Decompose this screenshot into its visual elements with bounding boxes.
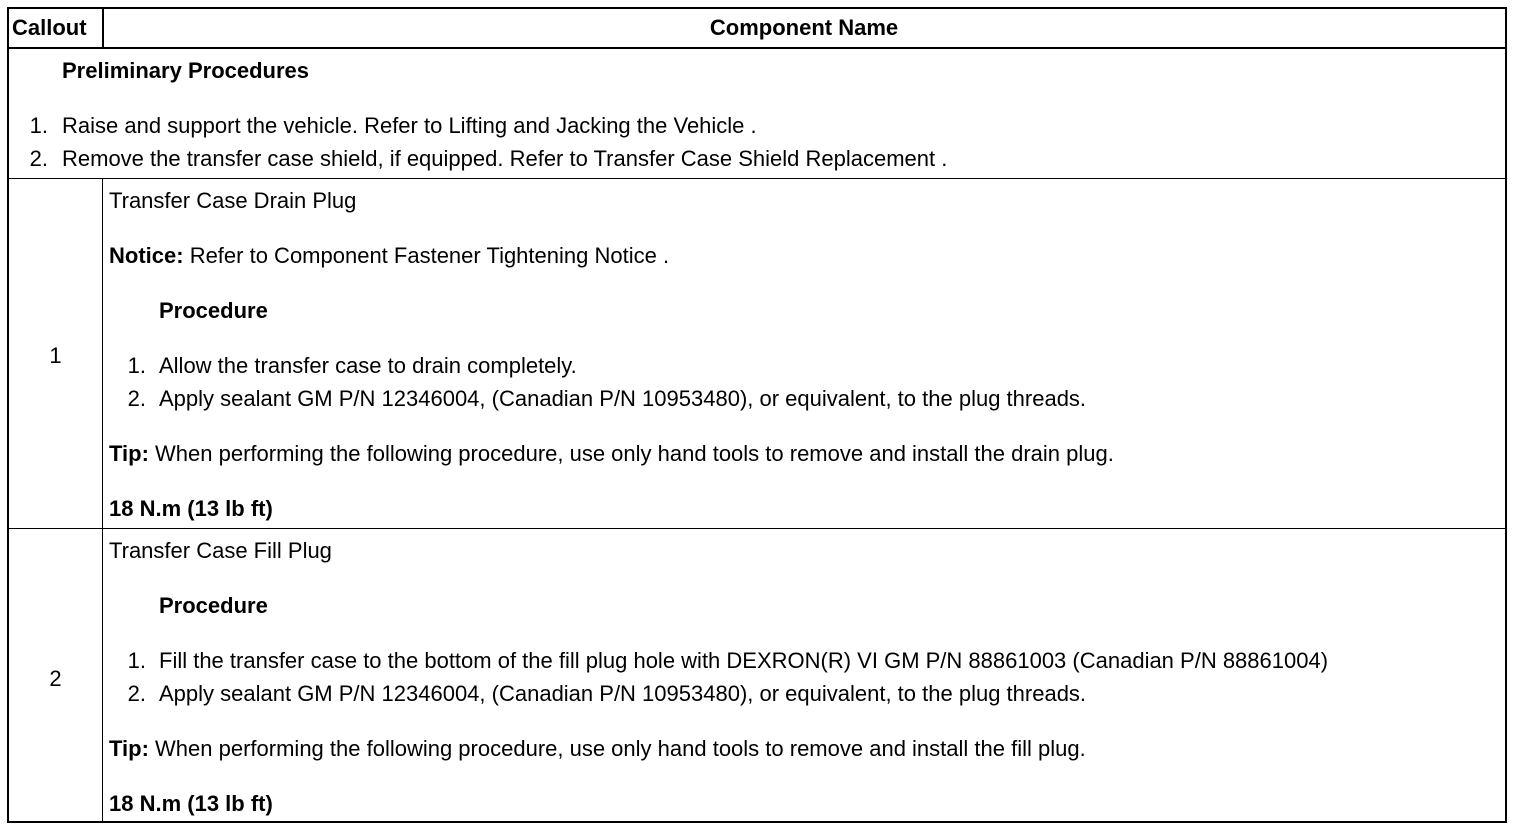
preliminary-step: Raise and support the vehicle. Refer to Lifting and Jacking the Vehicle . (62, 113, 757, 138)
tip-label: Tip: (109, 441, 149, 466)
procedure-step-number: 2. (127, 681, 146, 706)
callout-number: 1 (49, 343, 62, 368)
preliminary-step: Remove the transfer case shield, if equipped. Refer to Transfer Case Shield Replacement . (62, 146, 948, 171)
procedure-step-number: 1. (127, 353, 146, 378)
procedure-title: Procedure (159, 593, 268, 618)
notice-label: Notice: (109, 243, 184, 268)
header-divider (7, 47, 1507, 49)
tip-label: Tip: (109, 736, 149, 761)
procedure-step: Apply sealant GM P/N 12346004, (Canadian P/N 10953480), or equivalent, to the plug threads. (159, 681, 1087, 706)
callout-number: 2 (49, 666, 62, 691)
notice-text: Refer to Component Fastener Tightening Notice . (189, 243, 670, 268)
header-component-name: Component Name (709, 15, 899, 40)
row-divider-preliminary (7, 178, 1507, 179)
procedure-step: Fill the transfer case to the bottom of the fill plug hole with DEXRON(R) VI GM P/N 88861003 (Canadian P/N 88861004) (159, 648, 1329, 673)
procedure-step: Allow the transfer case to drain completely. (159, 353, 577, 378)
procedure-step-number: 2. (127, 386, 146, 411)
tip-text: When performing the following procedure, use only hand tools to remove and install the drain plug. (155, 441, 1114, 466)
torque-spec: 18 N.m (13 lb ft) (109, 496, 273, 521)
preliminary-step-number: 2. (29, 146, 48, 171)
component-name: Transfer Case Drain Plug (109, 188, 357, 213)
tip (109, 738, 1086, 760)
procedure-title: Procedure (159, 298, 268, 323)
tip-text: When performing the following procedure, use only hand tools to remove and install the fill plug. (155, 736, 1086, 761)
torque-spec: 18 N.m (13 lb ft) (109, 791, 273, 816)
header-callout: Callout (12, 15, 87, 40)
preliminary-title: Preliminary Procedures (62, 58, 310, 83)
procedure-step-number: 1. (127, 648, 146, 673)
preliminary-step-number: 1. (29, 113, 48, 138)
callout-column-divider (102, 178, 103, 823)
component-name: Transfer Case Fill Plug (109, 538, 332, 563)
row-divider-row1 (7, 528, 1507, 529)
procedure-step: Apply sealant GM P/N 12346004, (Canadian P/N 10953480), or equivalent, to the plug threads. (159, 386, 1087, 411)
notice (109, 245, 669, 267)
tip (109, 443, 1114, 465)
